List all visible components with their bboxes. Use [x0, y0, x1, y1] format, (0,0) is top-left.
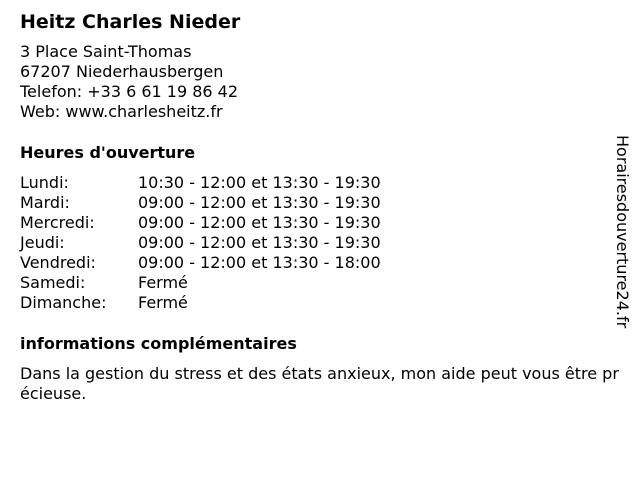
hours-row-sunday [20, 293, 620, 313]
info-heading: informations complémentaires [20, 334, 297, 353]
business-name: Heitz Charles Nieder [20, 11, 241, 33]
time-range: Fermé [138, 273, 188, 292]
time-range: 10:30 - 12:00 et 13:30 - 19:30 [138, 173, 381, 192]
day-label: Samedi: [20, 273, 86, 292]
hours-row-friday [20, 253, 620, 273]
day-label: Vendredi: [20, 253, 96, 272]
info-description: Dans la gestion du stress et des états anxieux, mon aide peut vous être précieuse. [20, 364, 619, 403]
address-street: 3 Place Saint-Thomas [20, 42, 192, 61]
day-label: Dimanche: [20, 293, 107, 312]
time-range: 09:00 - 12:00 et 13:30 - 19:30 [138, 213, 381, 232]
time-range: 09:00 - 12:00 et 13:30 - 19:30 [138, 233, 381, 252]
day-label: Mercredi: [20, 213, 95, 232]
watermark-text: Horairesdouverture24.fr [613, 135, 632, 329]
address-city: 67207 Niederhausbergen [20, 62, 224, 81]
contact-block [20, 42, 620, 122]
hours-row-monday [20, 173, 620, 193]
hours-row-wednesday [20, 213, 620, 233]
hours-row-thursday [20, 233, 620, 253]
hours-heading: Heures d'ouverture [20, 143, 196, 162]
hours-row-tuesday [20, 193, 620, 213]
site-watermark [611, 135, 633, 345]
hours-row-saturday [20, 273, 620, 293]
time-range: 09:00 - 12:00 et 13:30 - 18:00 [138, 253, 381, 272]
business-card [20, 10, 620, 404]
phone-line: Telefon: +33 6 61 19 86 42 [20, 82, 239, 101]
time-range: Fermé [138, 293, 188, 312]
time-range: 09:00 - 12:00 et 13:30 - 19:30 [138, 193, 381, 212]
website-line: Web: www.charlesheitz.fr [20, 102, 223, 121]
day-label: Lundi: [20, 173, 69, 192]
day-label: Mardi: [20, 193, 70, 212]
day-label: Jeudi: [20, 233, 65, 252]
opening-hours-list [20, 173, 620, 313]
